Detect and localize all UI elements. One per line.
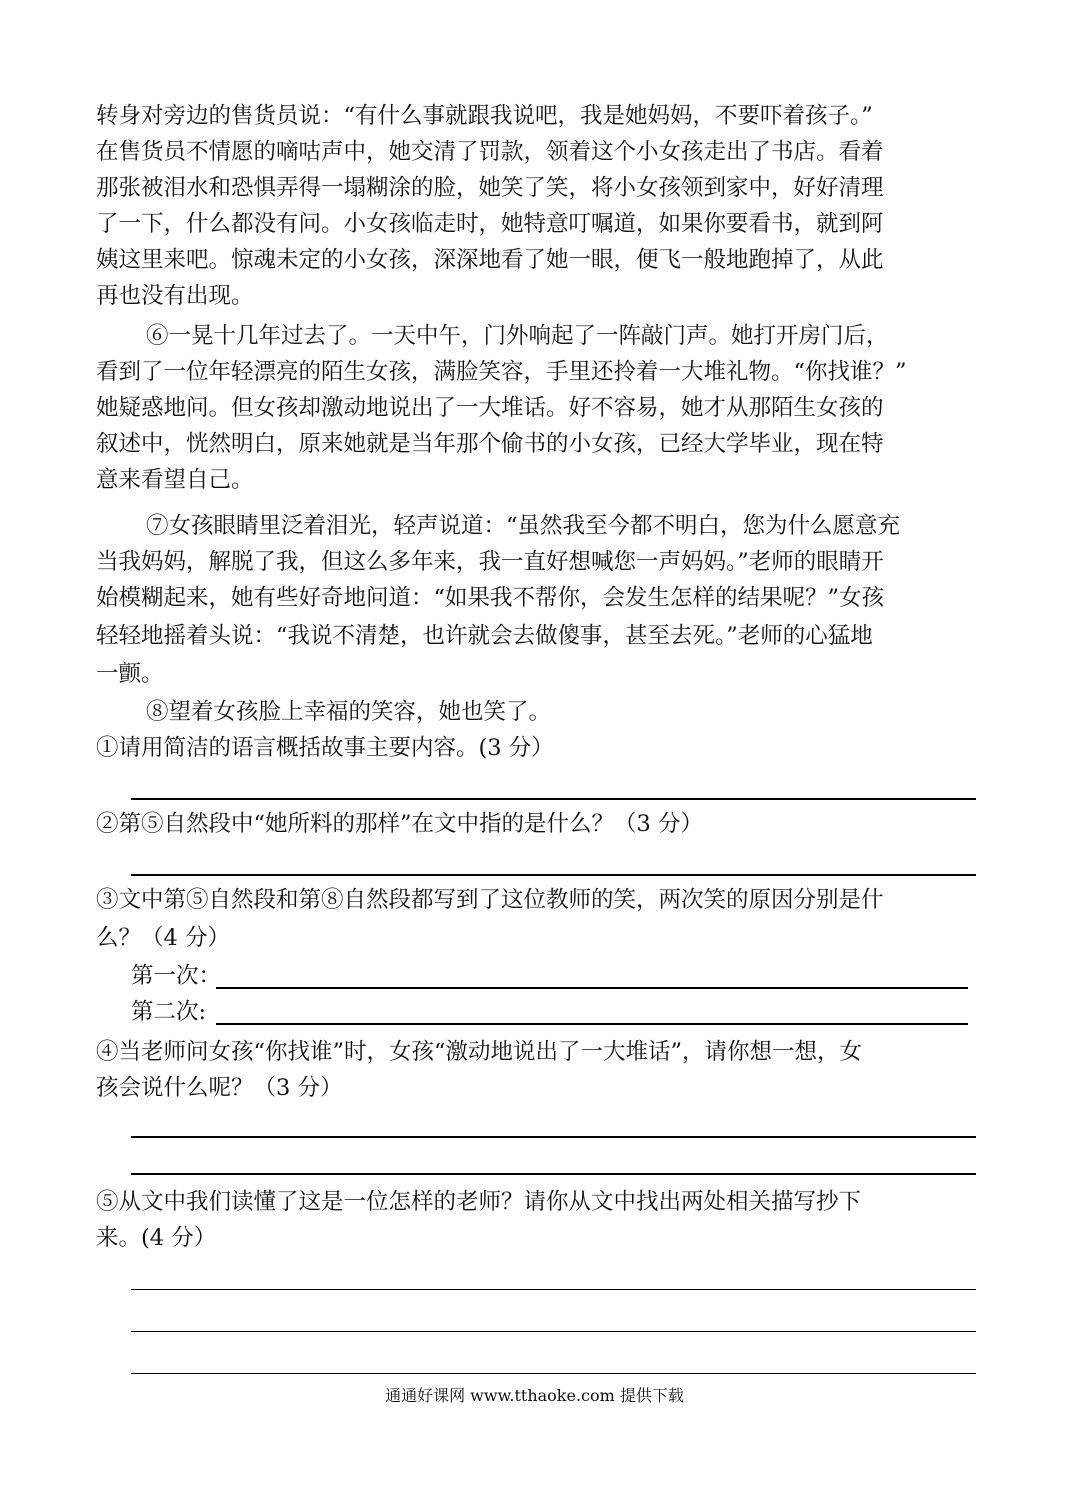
story-p5-line-2: 在售货员不情愿的嘀咕声中，她交清了罚款，领着这个小女孩走出了书店。看着 [96,139,884,165]
story-p7-line-1: ⑦女孩眼睛里泛着泪光，轻声说道：“虽然我至今都不明白，您为什么愿意充 [146,513,901,539]
story-p7-line-3: 始模糊起来，她有些好奇地问道：“如果我不帮你，会发生怎样的结果呢？”女孩 [96,585,885,611]
story-p5-line-1: 转身对旁边的售货员说：“有什么事就跟我说吧，我是她妈妈，不要吓着孩子。” [96,103,873,129]
page-footer: 通通好课网 www.tthaoke.com 提供下载 [385,1386,684,1405]
question-2: ②第⑤自然段中“她所料的那样”在文中指的是什么？（3 分） [96,811,703,837]
story-p5-line-5: 姨这里来吧。惊魂未定的小女孩，深深地看了她一眼，便飞一般地跑掉了，从此 [96,247,884,273]
story-p5-line-3: 那张被泪水和恐惧弄得一塌糊涂的脸，她笑了笑，将小女孩领到家中，好好清理 [96,175,884,201]
story-p6-line-1: ⑥一晃十几年过去了。一天中午，门外响起了一阵敲门声。她打开房门后， [146,323,889,349]
answer-line-q2[interactable] [131,874,976,876]
answer-line-q1[interactable] [131,798,976,800]
story-p5-line-4: 了一下，什么都没有问。小女孩临走时，她特意叮嘱道，如果你要看书，就到阿 [96,211,884,237]
story-p7-line-2: 当我妈妈，解脱了我，但这么多年来，我一直好想喊您一声妈妈。”老师的眼睛开 [96,549,884,575]
answer-line-q4-1[interactable] [131,1136,976,1138]
question-1: ①请用简洁的语言概括故事主要内容。(3 分） [96,735,554,761]
answer-line-q4-2[interactable] [131,1173,976,1175]
story-p6-line-2: 看到了一位年轻漂亮的陌生女孩，满脸笑容，手里还拎着一大堆礼物。“你找谁？” [96,359,907,385]
story-p5-line-6: 再也没有出现。 [96,283,254,309]
question-4-line-1: ④当老师问女孩“你找谁”时，女孩“激动地说出了一大堆话”，请你想一想，女 [96,1039,863,1065]
story-p7-line-4: 轻轻地摇着头说：“我说不清楚，也许就会去做傻事，甚至去死。”老师的心猛地 [96,623,873,649]
question-5-line-2: 来。(4 分） [96,1225,217,1251]
answer-line-q5-1[interactable] [131,1289,976,1290]
answer-line-q3-second[interactable] [216,1023,968,1025]
story-p8: ⑧望着女孩脸上幸福的笑容，她也笑了。 [146,699,552,725]
story-p6-line-4: 叙述中，恍然明白，原来她就是当年那个偷书的小女孩，已经大学毕业，现在特 [96,431,884,457]
story-p6-line-5: 意来看望自己。 [96,467,254,493]
answer-line-q3-first[interactable] [216,987,968,989]
question-5-line-1: ⑤从文中我们读懂了这是一位怎样的老师？请你从文中找出两处相关描写抄下 [96,1189,862,1215]
story-p7-line-5: 一颤。 [96,661,164,687]
question-3-line-1: ③文中第⑤自然段和第⑧自然段都写到了这位教师的笑，两次笑的原因分别是什 [96,887,884,913]
q3-second-label: 第二次: [131,999,207,1025]
q3-first-label: 第一次： [131,963,222,989]
answer-line-q5-3[interactable] [131,1373,976,1374]
question-3-line-2: 么？（4 分） [96,925,230,951]
story-p6-line-3: 她疑惑地问。但女孩却激动地说出了一大堆话。好不容易，她才从那陌生女孩的 [96,395,884,421]
question-4-line-2: 孩会说什么呢？（3 分） [96,1075,343,1101]
answer-line-q5-2[interactable] [131,1331,976,1332]
